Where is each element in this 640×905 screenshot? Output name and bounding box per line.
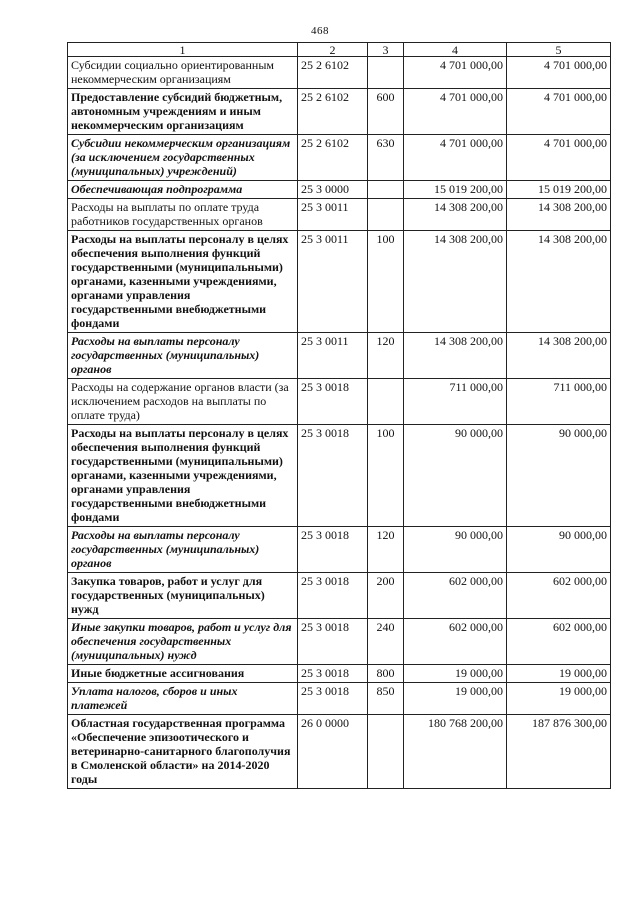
amount-col-5-cell: 4 701 000,00 bbox=[507, 89, 611, 135]
amount-col-5-cell: 19 000,00 bbox=[507, 683, 611, 715]
target-code-cell: 25 3 0011 bbox=[298, 333, 368, 379]
amount-col-4-cell: 14 308 200,00 bbox=[404, 231, 507, 333]
header-col-1: 1 bbox=[68, 43, 298, 57]
expense-name-cell: Расходы на выплаты персоналу государственных (муниципальных) органов bbox=[68, 527, 298, 573]
amount-col-4-cell: 14 308 200,00 bbox=[404, 333, 507, 379]
expense-type-cell: 630 bbox=[368, 135, 404, 181]
expense-type-cell bbox=[368, 181, 404, 199]
target-code-cell: 25 2 6102 bbox=[298, 89, 368, 135]
target-code-cell: 25 3 0011 bbox=[298, 231, 368, 333]
target-code-cell: 25 3 0018 bbox=[298, 683, 368, 715]
header-col-4: 4 bbox=[404, 43, 507, 57]
amount-col-5-cell: 602 000,00 bbox=[507, 573, 611, 619]
target-code-cell: 25 3 0000 bbox=[298, 181, 368, 199]
amount-col-5-cell: 14 308 200,00 bbox=[507, 231, 611, 333]
table-row bbox=[68, 425, 611, 527]
amount-col-4-cell: 602 000,00 bbox=[404, 573, 507, 619]
amount-col-4-cell: 4 701 000,00 bbox=[404, 57, 507, 89]
expense-name-cell: Уплата налогов, сборов и иных платежей bbox=[68, 683, 298, 715]
target-code-cell: 25 2 6102 bbox=[298, 135, 368, 181]
table-row bbox=[68, 619, 611, 665]
expense-type-cell: 200 bbox=[368, 573, 404, 619]
table-row bbox=[68, 89, 611, 135]
target-code-cell: 25 3 0018 bbox=[298, 379, 368, 425]
amount-col-5-cell: 711 000,00 bbox=[507, 379, 611, 425]
header-row bbox=[68, 43, 611, 57]
header-col-5: 5 bbox=[507, 43, 611, 57]
expense-name-cell: Расходы на содержание органов власти (за исключением расходов на выплаты по оплате труда) bbox=[68, 379, 298, 425]
expense-type-cell: 120 bbox=[368, 333, 404, 379]
expense-type-cell: 600 bbox=[368, 89, 404, 135]
expense-type-cell: 240 bbox=[368, 619, 404, 665]
target-code-cell: 25 3 0018 bbox=[298, 665, 368, 683]
table-row bbox=[68, 573, 611, 619]
table-row bbox=[68, 379, 611, 425]
expense-name-cell: Расходы на выплаты персоналу государственных (муниципальных) органов bbox=[68, 333, 298, 379]
amount-col-5-cell: 4 701 000,00 bbox=[507, 57, 611, 89]
table-row bbox=[68, 57, 611, 89]
expense-name-cell: Расходы на выплаты персоналу в целях обеспечения выполнения функций государственными (муниципальными) органами, казенными учреждениями, органами управления государственными внебюджетными фондами bbox=[68, 231, 298, 333]
table-row bbox=[68, 715, 611, 789]
expense-name-cell: Расходы на выплаты персоналу в целях обеспечения выполнения функций государственными (муниципальными) органами, казенными учреждениями, органами управления государственными внебюджетными фондами bbox=[68, 425, 298, 527]
amount-col-4-cell: 19 000,00 bbox=[404, 665, 507, 683]
table-row bbox=[68, 199, 611, 231]
amount-col-4-cell: 14 308 200,00 bbox=[404, 199, 507, 231]
expense-type-cell bbox=[368, 57, 404, 89]
target-code-cell: 25 3 0018 bbox=[298, 425, 368, 527]
amount-col-4-cell: 4 701 000,00 bbox=[404, 89, 507, 135]
expense-type-cell: 850 bbox=[368, 683, 404, 715]
header-col-2: 2 bbox=[298, 43, 368, 57]
expense-type-cell bbox=[368, 715, 404, 789]
expense-name-cell: Иные бюджетные ассигнования bbox=[68, 665, 298, 683]
amount-col-5-cell: 90 000,00 bbox=[507, 425, 611, 527]
amount-col-5-cell: 15 019 200,00 bbox=[507, 181, 611, 199]
target-code-cell: 25 3 0018 bbox=[298, 619, 368, 665]
target-code-cell: 25 3 0011 bbox=[298, 199, 368, 231]
target-code-cell: 25 3 0018 bbox=[298, 527, 368, 573]
amount-col-5-cell: 14 308 200,00 bbox=[507, 333, 611, 379]
expense-name-cell: Закупка товаров, работ и услуг для государственных (муниципальных) нужд bbox=[68, 573, 298, 619]
amount-col-5-cell: 187 876 300,00 bbox=[507, 715, 611, 789]
expense-type-cell: 120 bbox=[368, 527, 404, 573]
amount-col-4-cell: 602 000,00 bbox=[404, 619, 507, 665]
expense-name-cell: Обеспечивающая подпрограмма bbox=[68, 181, 298, 199]
expense-type-cell: 100 bbox=[368, 231, 404, 333]
table-row bbox=[68, 527, 611, 573]
table-row bbox=[68, 231, 611, 333]
target-code-cell: 25 3 0018 bbox=[298, 573, 368, 619]
expense-type-cell: 800 bbox=[368, 665, 404, 683]
expense-type-cell bbox=[368, 199, 404, 231]
table-row bbox=[68, 181, 611, 199]
table-row bbox=[68, 665, 611, 683]
amount-col-4-cell: 711 000,00 bbox=[404, 379, 507, 425]
expense-name-cell: Субсидии социально ориентированным некоммерческим организациям bbox=[68, 57, 298, 89]
amount-col-5-cell: 90 000,00 bbox=[507, 527, 611, 573]
amount-col-4-cell: 90 000,00 bbox=[404, 425, 507, 527]
amount-col-4-cell: 19 000,00 bbox=[404, 683, 507, 715]
expense-name-cell: Предоставление субсидий бюджетным, автономным учреждениям и иным некоммерческим организациям bbox=[68, 89, 298, 135]
amount-col-4-cell: 4 701 000,00 bbox=[404, 135, 507, 181]
target-code-cell: 25 2 6102 bbox=[298, 57, 368, 89]
expense-name-cell: Областная государственная программа «Обеспечение эпизоотического и ветеринарно-санитарного благополучия в Смоленской области» на 2014-2020 годы bbox=[68, 715, 298, 789]
target-code-cell: 26 0 0000 bbox=[298, 715, 368, 789]
budget-table-body bbox=[68, 43, 611, 789]
amount-col-5-cell: 14 308 200,00 bbox=[507, 199, 611, 231]
expense-name-cell: Расходы на выплаты по оплате труда работников государственных органов bbox=[68, 199, 298, 231]
amount-col-5-cell: 4 701 000,00 bbox=[507, 135, 611, 181]
page-number: 468 bbox=[311, 25, 329, 37]
expense-type-cell: 100 bbox=[368, 425, 404, 527]
table-row bbox=[68, 135, 611, 181]
amount-col-5-cell: 19 000,00 bbox=[507, 665, 611, 683]
budget-table bbox=[67, 42, 611, 789]
amount-col-5-cell: 602 000,00 bbox=[507, 619, 611, 665]
table-row bbox=[68, 333, 611, 379]
amount-col-4-cell: 180 768 200,00 bbox=[404, 715, 507, 789]
table-row bbox=[68, 683, 611, 715]
expense-type-cell bbox=[368, 379, 404, 425]
header-col-3: 3 bbox=[368, 43, 404, 57]
amount-col-4-cell: 90 000,00 bbox=[404, 527, 507, 573]
expense-name-cell: Иные закупки товаров, работ и услуг для обеспечения государственных (муниципальных) нужд bbox=[68, 619, 298, 665]
amount-col-4-cell: 15 019 200,00 bbox=[404, 181, 507, 199]
expense-name-cell: Субсидии некоммерческим организациям (за исключением государственных (муниципальных) учреждений) bbox=[68, 135, 298, 181]
